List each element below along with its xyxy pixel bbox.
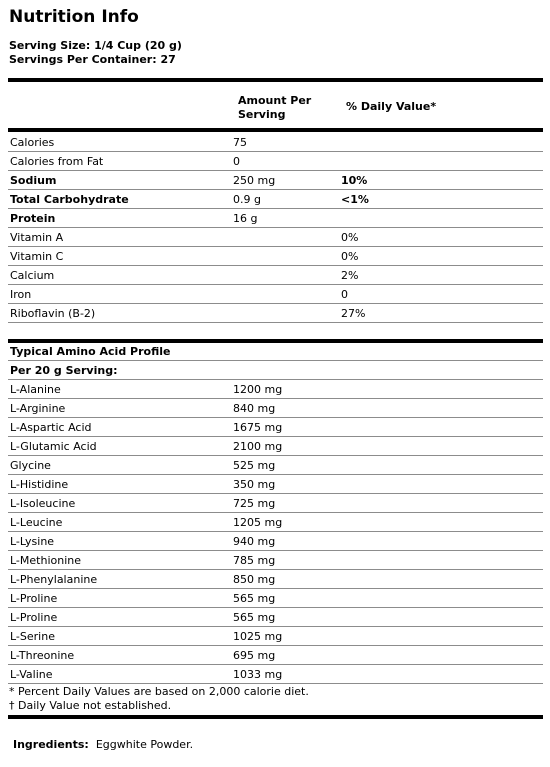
nutrient-daily-value: 2% bbox=[341, 269, 359, 282]
amino-amount: 695 mg bbox=[233, 649, 276, 662]
amino-row bbox=[8, 418, 543, 437]
amino-row bbox=[8, 399, 543, 418]
amino-row bbox=[8, 570, 543, 589]
amino-amount: 1675 mg bbox=[233, 421, 283, 434]
amino-row bbox=[8, 551, 543, 570]
nutrient-row bbox=[8, 190, 543, 209]
nutrient-name: Iron bbox=[10, 288, 32, 301]
page-title: Nutrition Info bbox=[9, 7, 139, 27]
daily-value-header: % Daily Value* bbox=[346, 100, 437, 113]
amino-amount: 1200 mg bbox=[233, 383, 283, 396]
nutrient-name: Sodium bbox=[10, 174, 57, 187]
amino-name: L-Proline bbox=[10, 592, 58, 605]
nutrient-daily-value: 0% bbox=[341, 250, 359, 263]
amino-amount: 785 mg bbox=[233, 554, 276, 567]
amino-row bbox=[8, 646, 543, 665]
nutrient-amount: 250 mg bbox=[233, 174, 276, 187]
amino-name: L-Phenylalanine bbox=[10, 573, 98, 586]
nutrient-row bbox=[8, 247, 543, 266]
amino-row bbox=[8, 437, 543, 456]
amino-name: L-Arginine bbox=[10, 402, 66, 415]
amino-amount: 725 mg bbox=[233, 497, 276, 510]
nutrient-amount: 16 g bbox=[233, 212, 258, 225]
nutrient-row bbox=[8, 209, 543, 228]
amino-amount: 850 mg bbox=[233, 573, 276, 586]
nutrient-row bbox=[8, 171, 543, 190]
amino-amount: 1033 mg bbox=[233, 668, 283, 681]
amino-name: L-Leucine bbox=[10, 516, 63, 529]
amino-name: L-Proline bbox=[10, 611, 58, 624]
amino-row bbox=[8, 494, 543, 513]
bottom-thick-rule bbox=[8, 715, 543, 719]
ingredients bbox=[13, 738, 193, 751]
servings-per-container: Servings Per Container: 27 bbox=[9, 53, 176, 66]
nutrient-name: Vitamin A bbox=[10, 231, 64, 244]
amino-amount: 350 mg bbox=[233, 478, 276, 491]
nutrient-name: Total Carbohydrate bbox=[10, 193, 129, 206]
amino-name: L-Alanine bbox=[10, 383, 61, 396]
amino-row bbox=[8, 532, 543, 551]
nutrient-daily-value: 0% bbox=[341, 231, 359, 244]
amino-title: Typical Amino Acid Profile bbox=[10, 345, 171, 358]
amino-name: L-Threonine bbox=[10, 649, 75, 662]
amino-row bbox=[8, 456, 543, 475]
amino-row bbox=[8, 513, 543, 532]
amino-subtitle: Per 20 g Serving: bbox=[10, 364, 118, 377]
nutrient-row bbox=[8, 304, 543, 323]
amino-name: Glycine bbox=[10, 459, 51, 472]
nutrient-daily-value: <1% bbox=[341, 193, 369, 206]
ingredients-label: Ingredients: bbox=[13, 738, 89, 751]
amino-amount: 565 mg bbox=[233, 592, 276, 605]
amino-amount: 525 mg bbox=[233, 459, 276, 472]
amino-amount: 1205 mg bbox=[233, 516, 283, 529]
footnote-not-established: † Daily Value not established. bbox=[9, 699, 172, 712]
amino-row bbox=[8, 665, 543, 684]
amino-amount: 840 mg bbox=[233, 402, 276, 415]
nutrient-amount: 0 bbox=[233, 155, 240, 168]
amino-name: L-Lysine bbox=[10, 535, 55, 548]
nutrient-daily-value: 10% bbox=[341, 174, 368, 187]
amino-name: L-Histidine bbox=[10, 478, 69, 491]
amino-row bbox=[8, 380, 543, 399]
nutrient-daily-value: 27% bbox=[341, 307, 366, 320]
amino-name: L-Glutamic Acid bbox=[10, 440, 97, 453]
nutrient-name: Calories bbox=[10, 136, 55, 149]
amino-title-row bbox=[8, 342, 543, 361]
amino-amount: 565 mg bbox=[233, 611, 276, 624]
nutrient-name: Riboflavin (B-2) bbox=[10, 307, 96, 320]
ingredients-value: Eggwhite Powder. bbox=[95, 738, 194, 751]
nutrient-name: Calories from Fat bbox=[10, 155, 104, 168]
nutrient-name: Protein bbox=[10, 212, 56, 225]
amino-name: L-Valine bbox=[10, 668, 53, 681]
nutrient-amount: 75 bbox=[233, 136, 247, 149]
amount-header: Amount Per Serving bbox=[238, 94, 312, 121]
amino-row bbox=[8, 475, 543, 494]
nutrient-row bbox=[8, 266, 543, 285]
amino-name: L-Serine bbox=[10, 630, 55, 643]
nutrient-row bbox=[8, 285, 543, 304]
nutrient-row bbox=[8, 133, 543, 152]
nutrient-amount: 0.9 g bbox=[233, 193, 261, 206]
amino-name: L-Aspartic Acid bbox=[10, 421, 92, 434]
amino-row bbox=[8, 608, 543, 627]
top-thick-rule bbox=[8, 78, 543, 82]
serving-size: Serving Size: 1/4 Cup (20 g) bbox=[9, 39, 182, 52]
amino-sub-row bbox=[8, 361, 543, 380]
nutrient-name: Calcium bbox=[10, 269, 55, 282]
header-thick-rule bbox=[8, 128, 543, 132]
nutrient-row bbox=[8, 228, 543, 247]
amino-amount: 940 mg bbox=[233, 535, 276, 548]
nutrient-name: Vitamin C bbox=[10, 250, 64, 263]
amino-amount: 1025 mg bbox=[233, 630, 283, 643]
amino-row bbox=[8, 627, 543, 646]
nutrient-daily-value: 0 bbox=[341, 288, 348, 301]
nutrient-row bbox=[8, 152, 543, 171]
amino-row bbox=[8, 589, 543, 608]
amino-name: L-Methionine bbox=[10, 554, 82, 567]
footnote-dv: * Percent Daily Values are based on 2,000 calorie diet. bbox=[9, 685, 309, 698]
amino-name: L-Isoleucine bbox=[10, 497, 76, 510]
amino-amount: 2100 mg bbox=[233, 440, 283, 453]
